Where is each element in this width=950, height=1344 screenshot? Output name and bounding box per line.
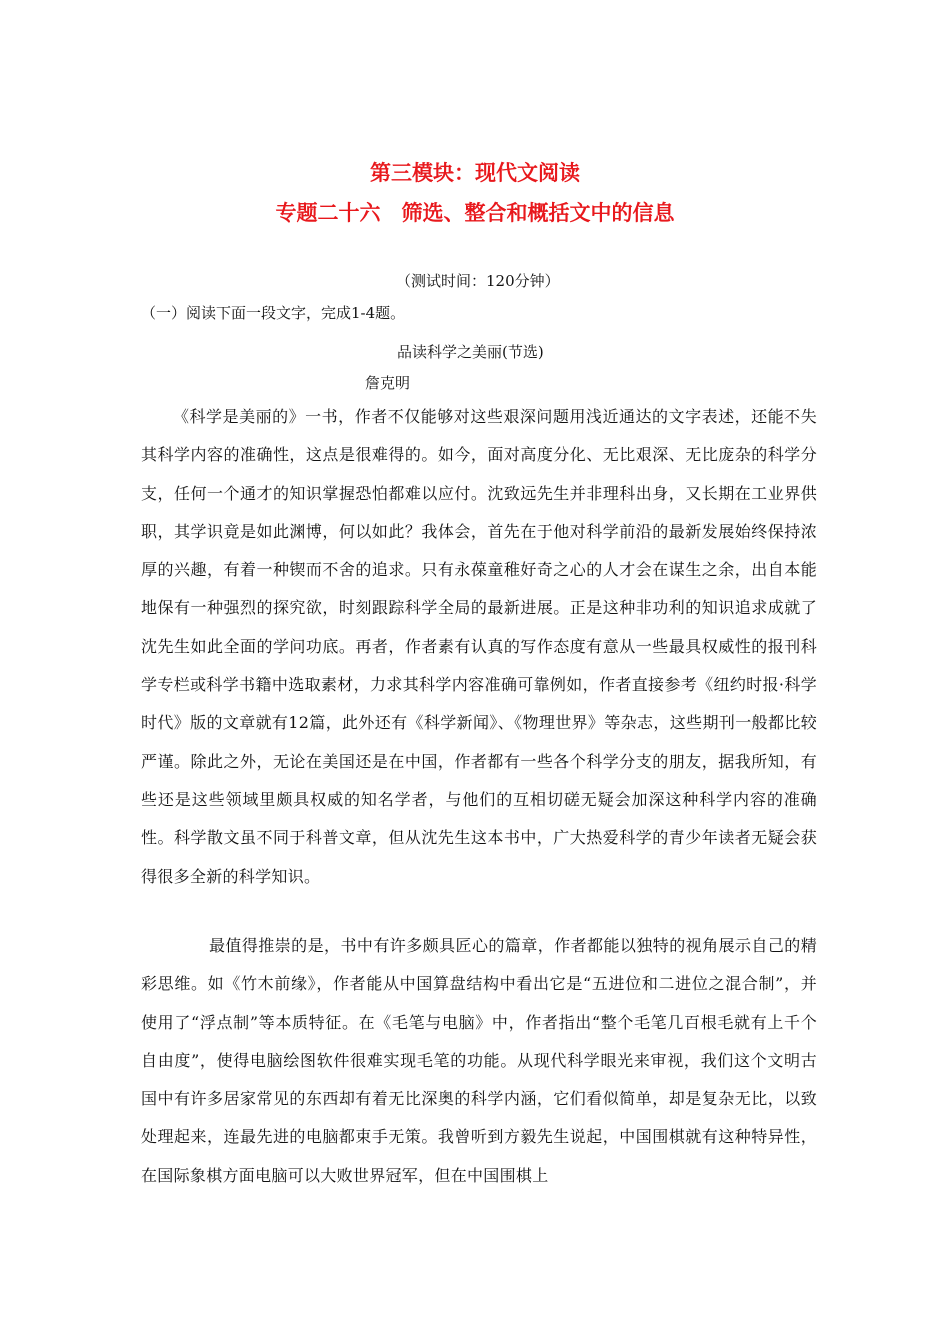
- topic-title: 专题二十六 筛选、整合和概括文中的信息: [275, 201, 675, 225]
- paragraph: 最值得推崇的是，书中有许多颇具匠心的篇章，作者都能以独特的视角展示自己的精彩思维。如《竹木前缘》，作者能从中国算盘结构中看出它是“五进位和二进位之混合制”，并使用了“浮点制”等本质特征。在《毛笔与电脑》中，作者指出“整个毛笔几百根毛就有上千个自由度”，使得电脑绘图软件很难实现毛笔的功能。从现代科学眼光来审视，我们这个文明古国中有许多居家常见的东西却有着无比深奥的科学内涵，它们看似简单，却是复杂无比，以致处理起来，连最先进的电脑都束手无策。我曾听到方毅先生说起，中国围棋就有这种特异性，在国际象棋方面电脑可以大败世界冠军，但在中国围棋上: [141, 936, 817, 1185]
- passage-title: 品读科学之美丽(节选): [397, 343, 544, 361]
- module-title: 第三模块：现代文阅读: [370, 161, 580, 185]
- paragraph: 《科学是美丽的》一书，作者不仅能够对这些艰深问题用浅近通达的文字表述，还能不失其科学内容的准确性，这点是很难得的。如今，面对高度分化、无比艰深、无比庞杂的科学分支，任何一个通才的知识掌握恐怕都难以应付。沈致远先生并非理科出身，又长期在工业界供职，其学识竟是如此渊博，何以如此？我体会，首先在于他对科学前沿的最新发展始终保持浓厚的兴趣，有着一种锲而不舍的追求。只有永葆童稚好奇之心的人才会在谋生之余，出自本能地保有一种强烈的探究欲，时刻跟踪科学全局的最新进展。正是这种非功利的知识追求成就了沈先生如此全面的学问功底。再者，作者素有认真的写作态度有意从一些最具权威性的报刊科学专栏或科学书籍中选取素材，力求其科学内容准确可靠例如，作者直接参考《纽约时报·科学时代》版的文章就有12篇，此外还有《科学新闻》、《物理世界》等杂志，这些期刊一般都比较严谨。除此之外，无论在美国还是在中国，作者都有一些各个科学分支的朋友，据我所知，有些还是这些领域里颇具权威的知名学者，与他们的互相切磋无疑会加深这种科学内容的准确性。科学散文虽不同于科普文章，但从沈先生这本书中，广大热爱科学的青少年读者无疑会获得很多全新的科学知识。: [141, 407, 817, 886]
- passage-author: 詹克明: [365, 374, 411, 392]
- test-time: （测试时间：120分钟）: [396, 272, 560, 290]
- instruction: （一）阅读下面一段文字，完成1-4题。: [141, 304, 406, 322]
